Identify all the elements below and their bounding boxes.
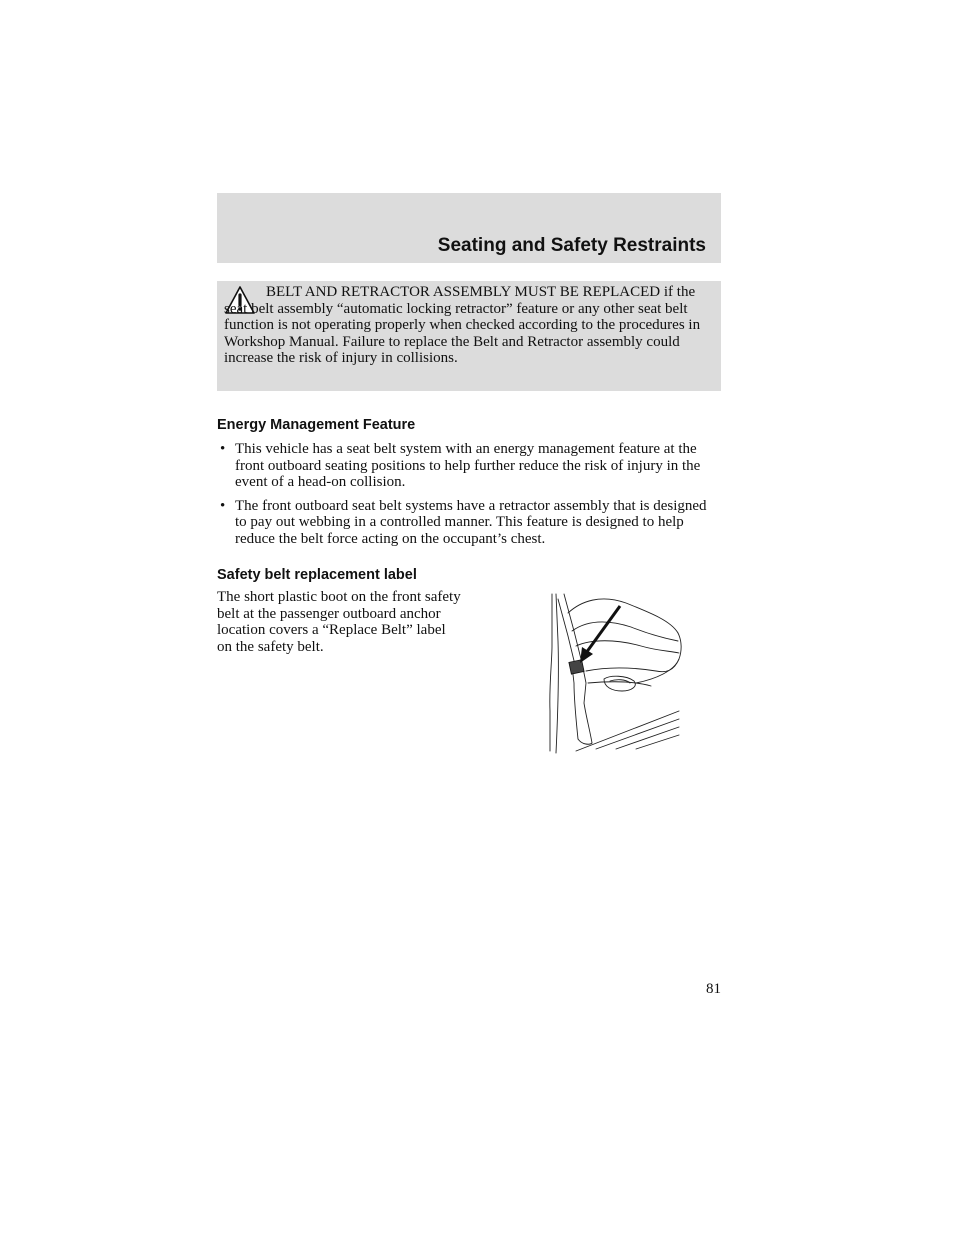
bullet-icon: • [220, 441, 226, 457]
seat-belt-boot-illustration [546, 591, 684, 754]
energy-management-heading: Energy Management Feature [217, 417, 416, 433]
replacement-label-heading: Safety belt replacement label [217, 567, 417, 583]
section-header-band [217, 193, 721, 263]
page-number: 81 [706, 981, 721, 997]
list-item [217, 498, 721, 548]
bullet-text: The front outboard seat belt systems have a retractor assembly that is designed to pay out webbing in a controlled manner. This feature is designed to help reduce the belt force acting on the occupant’s chest. [235, 497, 707, 547]
bullet-icon: • [220, 497, 226, 514]
section-title: Seating and Safety Restraints [437, 235, 706, 256]
warning-box [217, 281, 721, 391]
list-item [217, 441, 721, 491]
replacement-label-text: The short plastic boot on the front safety belt at the passenger outboard anchor location covers a “Replace Belt” label on the safety belt. [217, 589, 461, 655]
bullet-text: This vehicle has a seat belt system with an energy management feature at the front outboard seating positions to help further reduce the risk of injury in the event of a head-on collision. [235, 441, 701, 490]
energy-management-list [217, 441, 721, 554]
warning-text: BELT AND RETRACTOR ASSEMBLY MUST BE REPLACED if the seat belt assembly “automatic locking retractor” feature or any other seat belt function is not operating properly when checked according to the procedures in Workshop Manual. Failure to replace the Belt and Retractor assembly could increase the risk of injury in collisions. [224, 284, 701, 366]
